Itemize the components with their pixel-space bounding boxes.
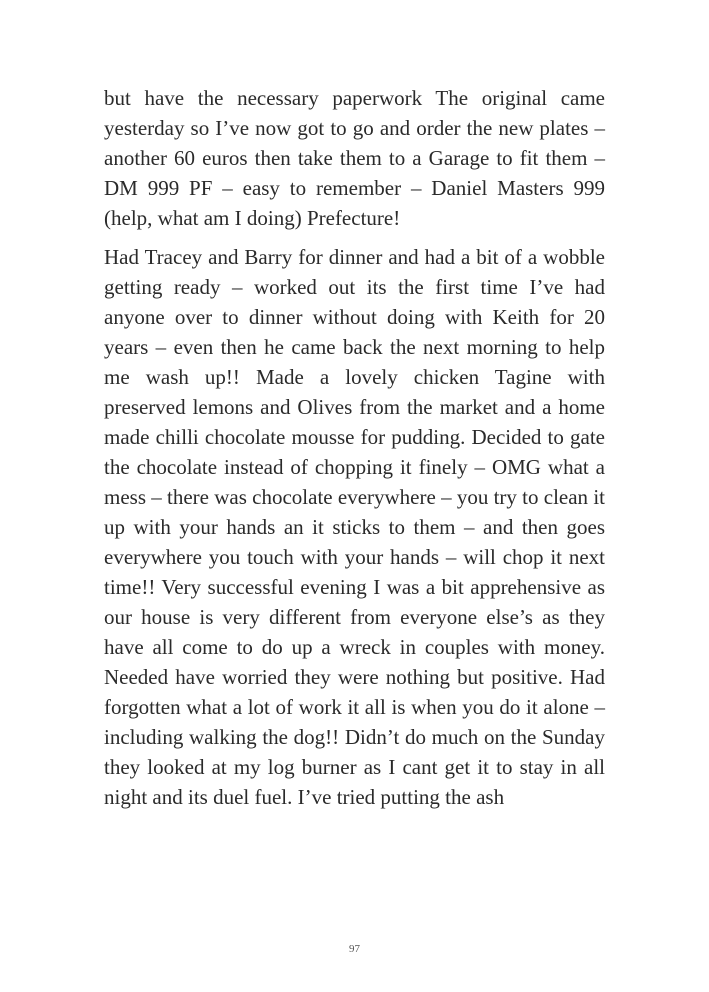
body-text (104, 83, 605, 812)
paragraph-dinner: Had Tracey and Barry for dinner and had a bit of a wobble getting ready – worked out its the first time I’ve had anyone over to dinner without doing with Keith for 20 years – even then he came back the next morning to help me wash up!! Made a lovely chicken Tagine with preserved lemons and Olives from the market and a home made chilli chocolate mousse for pudding. Decided to gate the chocolate instead of chopping it finely – OMG what a mess – there was chocolate everywhere – you try to clean it up with your hands an it sticks to them – and then goes everywhere you touch with your hands – will chop it next time!! Very successful evening I was a bit apprehensive as our house is very different from everyone else’s as they have all come to do up a wreck in couples with money. Needed have worried they were nothing but positive. Had forgotten what a lot of work it all is when you do it alone – including walking the dog!! Didn’t do much on the Sunday they looked at my log burner as I cant get it to stay in all night and its duel fuel. I’ve tried putting the ash (104, 245, 605, 809)
page-number: 97 (349, 943, 360, 955)
paragraph-paperwork: but have the necessary paperwork The original came yesterday so I’ve now got to go and order the new plates – another 60 euros then take them to a Garage to fit them – DM 999 PF – easy to remember – Daniel Masters 999 (help, what am I doing) Prefecture! (104, 86, 605, 230)
